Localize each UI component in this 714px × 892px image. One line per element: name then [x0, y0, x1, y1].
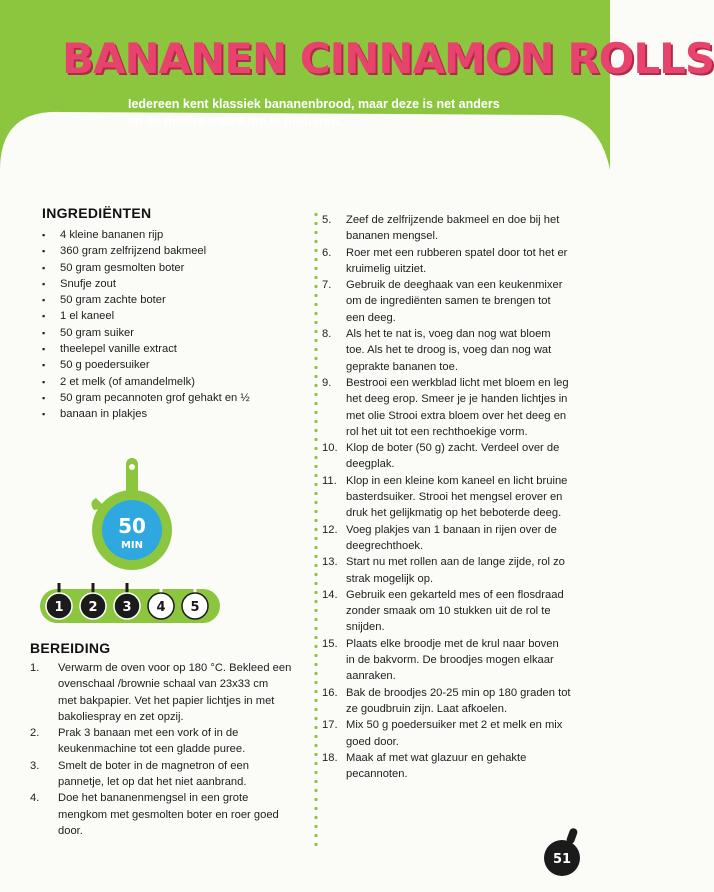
- step-item: [322, 245, 598, 278]
- step-line: Roer met een rubberen spatel door tot het er: [346, 246, 568, 259]
- step-item: [322, 212, 598, 245]
- step-line: deegrechthoek.: [346, 539, 424, 552]
- step-item: [322, 587, 598, 636]
- step-item: [322, 277, 598, 326]
- ingredients-list: [42, 227, 292, 423]
- step-item: [322, 522, 598, 555]
- step-item: [322, 473, 598, 522]
- preparation-continued: [322, 208, 598, 782]
- steps-list-left: [30, 660, 305, 839]
- step-item: [30, 758, 305, 791]
- step-line: Smelt de boter in de magnetron of een: [58, 759, 249, 772]
- page-number: 51: [552, 852, 572, 867]
- step-line: met olie Strooi extra bloem over het deeg en: [346, 409, 567, 422]
- step-line: Bestrooi een werkblad licht met bloem en leg: [346, 376, 569, 389]
- step-number: 12.: [322, 523, 338, 536]
- step-line: rol het uit tot een rechthoekige vorm.: [346, 425, 528, 438]
- step-item: [322, 440, 598, 473]
- recipe-subtitle: [128, 96, 548, 130]
- difficulty-number: 1: [54, 600, 64, 615]
- step-line: Start nu met rollen aan de lange zijde, rol zo: [346, 556, 565, 569]
- step-line: om de ingrediënten samen te brengen tot: [346, 295, 551, 308]
- step-number: 11.: [322, 474, 337, 487]
- ingredient-item: ▪ 360 gram zelfrijzend bakmeel: [42, 243, 292, 259]
- time-value: 50: [118, 514, 146, 538]
- step-number: 8.: [322, 328, 332, 341]
- step-line: mengkom met gesmolten boter en roer goed: [58, 808, 279, 821]
- difficulty-level-5: [182, 583, 208, 619]
- step-line: Gebruik een gekarteld mes of een flosdraad: [346, 588, 564, 601]
- step-line: pecannoten.: [346, 768, 408, 781]
- step-line: Doe het bananenmengsel in een grote: [58, 792, 249, 805]
- preparation-heading: BEREIDING: [30, 640, 111, 656]
- step-line: bananen mengsel.: [346, 230, 439, 243]
- step-number: 14.: [322, 588, 338, 601]
- ingredient-item-continued: ▪ banaan in plakjes: [42, 406, 292, 422]
- step-line: Gebruik de deeghaak van een keukenmixer: [346, 279, 563, 292]
- step-line: ovenschaal /brownie schaal van 23x33 cm: [58, 678, 269, 691]
- step-line: pannetje, let op dat het niet aanbrand.: [58, 776, 247, 789]
- recipe-title: BANANEN CINNAMON ROLLS: [62, 34, 714, 83]
- cooking-time-pan-icon: [88, 458, 178, 578]
- ingredient-item: ▪ 50 gram zachte boter: [42, 292, 292, 308]
- step-line: een deeg.: [346, 311, 396, 324]
- ingredient-item: ▪ 50 gram suiker: [42, 325, 292, 341]
- header-banner: [0, 0, 714, 170]
- subtitle-line: en de moeite waard om te proberen.: [128, 114, 342, 128]
- step-line: strak mogelijk op.: [346, 572, 434, 585]
- step-line: Verwarm de oven voor op 180 °C. Bekleed een: [58, 662, 292, 674]
- ingredients-section: [42, 205, 292, 423]
- step-line: bakoliespray en zet opzij.: [58, 710, 184, 723]
- ingredient-item: ▪ theelepel vanille extract: [42, 341, 292, 357]
- step-line: met bakpapier. Vet het papier lichtjes in met: [58, 694, 275, 707]
- ingredient-item: ▪ 50 gram gesmolten boter: [42, 260, 292, 276]
- step-line: Plaats elke broodje met de krul naar boven: [346, 637, 559, 650]
- step-line: basterdsuiker. Strooi het mengsel erover en: [346, 491, 563, 504]
- ingredient-item: ▪ 50 gram pecannoten grof gehakt en ½: [42, 390, 292, 406]
- difficulty-level-1: [46, 583, 72, 619]
- step-item: [322, 750, 598, 783]
- step-line: Bak de broodjes 20-25 min op 180 graden tot: [346, 686, 571, 699]
- step-item: [30, 725, 305, 758]
- step-line: Prak 3 banaan met een vork of in de: [58, 727, 239, 740]
- step-number: 10.: [322, 442, 338, 455]
- step-line: druk het gelijkmatig op het beboterde deeg.: [346, 507, 562, 520]
- step-line: aanraken.: [346, 670, 396, 683]
- step-number: 16.: [322, 686, 338, 699]
- step-number: 17.: [322, 719, 338, 732]
- step-line: ze goudbruin zijn. Laat afkoelen.: [346, 702, 508, 715]
- difficulty-number: 3: [122, 600, 132, 615]
- ingredient-item: ▪ Snufje zout: [42, 276, 292, 292]
- step-line: Zeef de zelfrijzende bakmeel en doe bij het: [346, 214, 560, 226]
- page-number-pan-icon: [540, 828, 584, 878]
- difficulty-number: 5: [190, 600, 200, 615]
- step-item: [322, 554, 598, 587]
- ingredient-item: ▪ 4 kleine bananen rijp: [42, 227, 292, 243]
- preparation-section: [30, 640, 305, 839]
- step-line: deegplak.: [346, 458, 395, 471]
- dotted-divider: [314, 210, 318, 850]
- step-line: het deeg erop. Smeer je je handen lichtjes in: [346, 393, 568, 406]
- step-line: Mix 50 g poedersuiker met 2 et melk en mix: [346, 719, 563, 732]
- step-number: 13.: [322, 556, 338, 569]
- step-number: 15.: [322, 637, 338, 650]
- difficulty-number: 2: [88, 600, 98, 615]
- step-number: 9.: [322, 376, 332, 389]
- step-line: kruimelig uitziet.: [346, 262, 427, 275]
- step-number: 3.: [30, 759, 40, 772]
- step-item: [322, 717, 598, 750]
- step-line: door.: [58, 824, 83, 837]
- step-line: keukenmachine tot een gladde puree.: [58, 743, 246, 756]
- step-line: goed door.: [346, 735, 399, 748]
- step-line: Klop de boter (50 g) zacht. Verdeel over de: [346, 442, 560, 455]
- difficulty-rating: [40, 583, 220, 625]
- subtitle-line: Iedereen kent klassiek bananenbrood, maar deze is net anders: [128, 97, 500, 111]
- steps-list-right: [322, 212, 598, 782]
- difficulty-level-4: [148, 583, 174, 619]
- ingredient-item: ▪ 50 g poedersuiker: [42, 357, 292, 373]
- difficulty-level-2: [80, 583, 106, 619]
- ingredients-heading: INGREDIËNTEN: [42, 205, 152, 221]
- difficulty-number: 4: [156, 600, 166, 615]
- step-line: Als het te nat is, voeg dan nog wat bloem: [346, 328, 551, 341]
- step-item: [30, 790, 305, 839]
- step-number: 4.: [30, 792, 40, 805]
- step-line: Maak af met wat glazuur en gehakte: [346, 751, 527, 764]
- step-line: snijden.: [346, 621, 385, 634]
- step-item: [322, 685, 598, 718]
- step-number: 18.: [322, 751, 338, 764]
- step-line: in de bakvorm. De broodjes mogen elkaar: [346, 654, 554, 667]
- step-item: [30, 660, 305, 725]
- step-item: [322, 326, 598, 375]
- time-unit: MIN: [120, 540, 144, 551]
- step-number: 2.: [30, 727, 40, 740]
- step-item: [322, 375, 598, 440]
- difficulty-level-3: [114, 583, 140, 619]
- step-line: toe. Als het te droog is, voeg dan nog wat: [346, 344, 552, 357]
- step-line: zonder smaak om 10 stukken uit de rol te: [346, 605, 551, 618]
- step-line: Klop in een kleine kom kaneel en licht bruine: [346, 474, 568, 487]
- ingredient-item: ▪ 2 et melk (of amandelmelk): [42, 374, 292, 390]
- step-line: geprakte bananen toe.: [346, 360, 458, 373]
- step-number: 1.: [30, 662, 40, 674]
- step-number: 6.: [322, 246, 332, 259]
- step-item: [322, 636, 598, 685]
- ingredient-item: ▪ 1 el kaneel: [42, 308, 292, 324]
- step-number: 7.: [322, 279, 332, 292]
- step-line: Voeg plakjes van 1 banaan in rijen over de: [346, 523, 557, 536]
- step-number: 5.: [322, 214, 332, 226]
